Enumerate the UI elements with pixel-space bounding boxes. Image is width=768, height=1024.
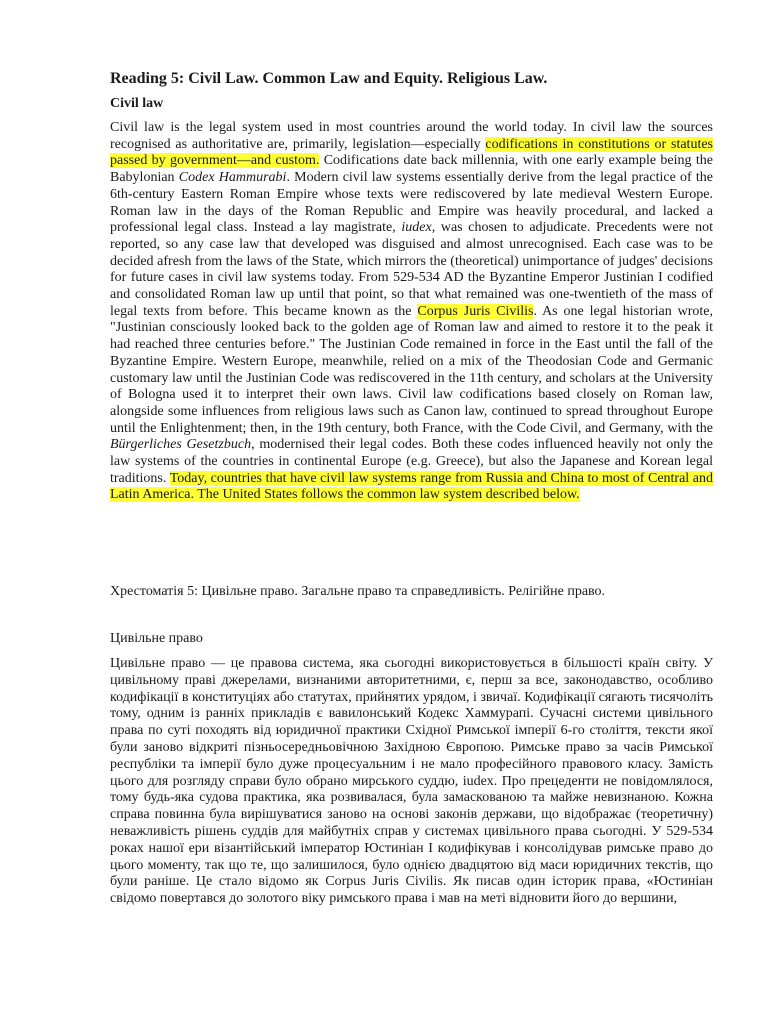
text-run: Codifications date back millennia, with one early example being the Babylonian — [110, 153, 713, 186]
italic-text: iudex — [401, 220, 432, 236]
page-title-uk: Хрестоматія 5: Цивільне право. Загальне право та справедливість. Релігійне право. — [110, 584, 606, 599]
paragraph-uk: Цивільне право — це правова система, яка сьогодні використовується в більшості країн світу. У цивільному праві джерелами, визнаними авторитетними, є, перш за все, законодавство, особливо кодифікації в конституціях або статутах, прийнятих урядом, і звичаї. Кодифікації сягають тисячоліть тому, одним із ранніх прикладів є вавилонський Кодекс Хаммурапі. Сучасні системи цивільного права по суті походять від юридичної практики Східної Римської імперії 6-го століття, тексти якої були заново відкриті пізньосередньовічною Західною Європою. Римське право за часів Римської республіки та імперії було дуже процесуальним і не мало професійного правового класу. Замість цього для розгляду справи було обрано мирського суддю, iudex. Про прецеденти не повідомлялося, тому будь-яка судова практика, яка розвивалася, була замаскованою та майже невизнаною. Кожна справа повинна була вирішуватися заново на основі законів держави, що відображає (теоретичну) неважливість рішень суддів для майбутніх справ у системах цивільного права сьогодні. У 529-534 роках нашої ери візантійський імператор Юстиніан I кодифікував і консолідував римське право до цього моменту, так що те, що залишилося, було однією двадцятою від маси юридичних текстів, що були раніше. Це стало відомо як Corpus Juris Civilis. Як писав один історик права, «Юстиніан свідомо повертався до золотого віку римського права і мав на меті відновити його до вершини, — [110, 656, 713, 907]
text-run: . As one legal historian wrote, "Justinian consciously looked back to the golden age of Roman law and aimed to restore it to the peak it had reached three centuries before." The Justinian Code remained in force in the East until the fall of the Byzantine Empire. Western Europe, meanwhile, relied on a mix of the Theodosian Code and Germanic customary law until the Justinian Code was rediscovered in the 11th century, and scholars at the University of Bologna used it to interpret their own laws. Civil law codifications based closely on Roman law, alongside some influences from religious laws such as Canon law, continued to spread throughout Europe until the Enlightenment; then, in the 19th century, both France, with the Code Civil, and Germany, with the — [110, 303, 713, 436]
text-run: . Modern civil law systems essentially derive from the legal practice of the 6th-century Eastern Roman Empire whose texts were rediscovered by late medieval Western Europe. Roman law in the days of the Roman Republic and Empire was heavily procedural, and lacked a professional legal class. Instead a lay magistrate, — [110, 170, 714, 236]
italic-text: Codex Hammurabi — [178, 170, 287, 186]
text-run: Civil law is the legal system used in most countries around the world today. In civil law the sources recognised as authoritative are, primarily, legislation—especially — [110, 120, 713, 152]
highlighted-text: codifications in constitutions or statutes passed by government—and custom. — [110, 136, 713, 169]
highlighted-text: Corpus Juris Civilis — [417, 303, 534, 319]
section-heading-en: Civil law — [110, 96, 164, 111]
italic-text: Bürgerliches Gesetzbuch — [110, 437, 252, 453]
section-heading-uk: Цивільне право — [110, 631, 203, 646]
page-title: Reading 5: Civil Law. Common Law and Equity. Religious Law. — [110, 70, 548, 87]
paragraph-en — [110, 120, 713, 504]
highlighted-text: Today, countries that have civil law systems range from Russia and China to most of Central and Latin America. The United States follows the common law system described below. — [110, 470, 713, 503]
text-run: , modernised their legal codes. Both these codes influenced heavily not only the law systems of the countries in continental Europe (e.g. Greece), but also the Japanese and Korean legal traditions. — [110, 437, 713, 486]
text-run: , was chosen to adjudicate. Precedents were not reported, so any case law that developed was disguised and almost unrecognised. Each case was to be decided afresh from the laws of the State, which mirrors the (theoretical) unimportance of judges' decisions for future cases in civil law systems today. From 529-534 AD the Byzantine Emperor Justinian I codified and consolidated Roman law up until that point, so that what remained was one-twentieth of the mass of legal texts from before. This became known as the — [110, 220, 713, 319]
